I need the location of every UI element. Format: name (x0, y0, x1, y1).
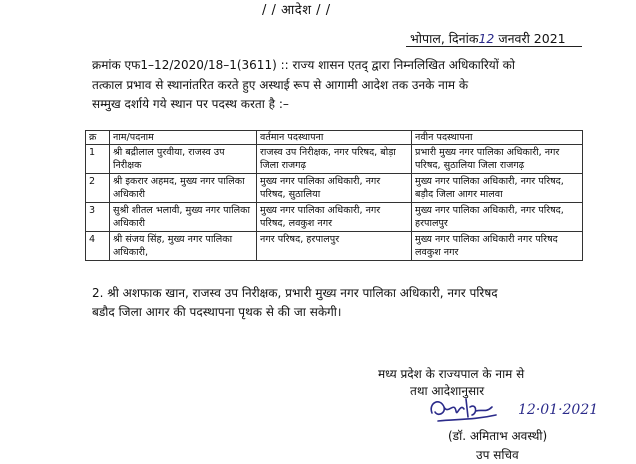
table-row (86, 145, 583, 174)
intro-line: क्रमांक एफ1–12/2020/18–1(3611) :: राज्य शासन एतद् द्वारा निम्नलिखित अधिकारियों को (92, 58, 515, 72)
cell-name: श्री इकरार अहमद, मुख्य नगर पालिका अधिकारी (110, 174, 257, 203)
dateline (410, 30, 566, 47)
dateline-day: 12 (478, 31, 495, 46)
authority-line-1: मध्य प्रदेश के राज्यपाल के नाम से (378, 367, 525, 381)
order-heading: / / आदेश / / (262, 3, 331, 18)
cell-new-posting: मुख्य नगर पालिका अधिकारी, नगर परिषद, हरपालपुर (412, 203, 583, 232)
officer-designation: उप सचिव (476, 448, 519, 462)
para2-line: 2. श्री अशफाक खान, राजस्व उप निरीक्षक, प्रभारी मुख्य नगर पालिका अधिकारी, नगर परिषद (92, 286, 498, 300)
cell-serial: 1 (86, 145, 110, 174)
cell-current-posting: मुख्य नगर पालिका अधिकारी, नगर परिषद, लवकुश नगर (257, 203, 412, 232)
cell-current-posting: मुख्य नगर पालिका अधिकारी, नगर परिषद, सुठालिया (257, 174, 412, 203)
cell-serial: 3 (86, 203, 110, 232)
cell-name: श्री संजय सिंह, मुख्य नगर पालिका अधिकारी, (110, 232, 257, 261)
table-row (86, 232, 583, 261)
authority-line-2: तथा आदेशानुसार (410, 384, 485, 398)
cell-current-posting: राजस्व उप निरीक्षक, नगर परिषद, बोड़ा जिला राजगढ़ (257, 145, 412, 174)
table-header-row (86, 131, 583, 145)
cell-name: सुश्री शीतल भलावी, मुख्य नगर पालिका अधिकारी (110, 203, 257, 232)
cell-serial: 4 (86, 232, 110, 261)
header-new-posting: नवीन पदस्थापना (412, 131, 583, 145)
handwritten-signature (426, 393, 500, 427)
para2-line: बडौद जिला आगर की पदस्थापना पृथक से की जा सकेगी। (92, 305, 342, 319)
intro-line: तत्काल प्रभाव से स्थानांतरित करते हुए अस्थाई रूप से आगामी आदेश तक उनके नाम के (92, 77, 469, 92)
header-name: नाम/पदनाम (110, 131, 257, 145)
dateline-rest: जनवरी 2021 (494, 31, 566, 46)
transfer-table (85, 130, 583, 261)
second-paragraph (92, 284, 582, 322)
table-row (86, 203, 583, 232)
cell-new-posting: मुख्य नगर पालिका अधिकारी, नगर परिषद, बड़ौद जिला आगर मालवा (412, 174, 583, 203)
intro-paragraph (92, 56, 582, 115)
cell-new-posting: मुख्य नगर पालिका अधिकारी नगर परिषद लवकुश नगर (412, 232, 583, 261)
dateline-prefix: भोपाल, दिनांक (410, 31, 479, 46)
dateline-underline (406, 46, 582, 47)
cell-name: श्री बद्रीलाल पुरवीया, राजस्व उप निरीक्षक (110, 145, 257, 174)
officer-name: (डॉ. अमिताभ अवस्थी) (448, 429, 548, 443)
header-serial: क्र (86, 131, 110, 145)
cell-current-posting: नगर परिषद, हरपालपुर (257, 232, 412, 261)
signature-date: 12·01·2021 (518, 402, 599, 418)
table-row (86, 174, 583, 203)
cell-serial: 2 (86, 174, 110, 203)
cell-new-posting: प्रभारी मुख्य नगर पालिका अधिकारी, नगर परिषद, सुठालिया जिला राजगढ़ (412, 145, 583, 174)
header-current-posting: वर्तमान पदस्थापना (257, 131, 412, 145)
intro-line: सम्मुख दर्शाये गये स्थान पर पदस्थ करता है :– (92, 97, 289, 111)
